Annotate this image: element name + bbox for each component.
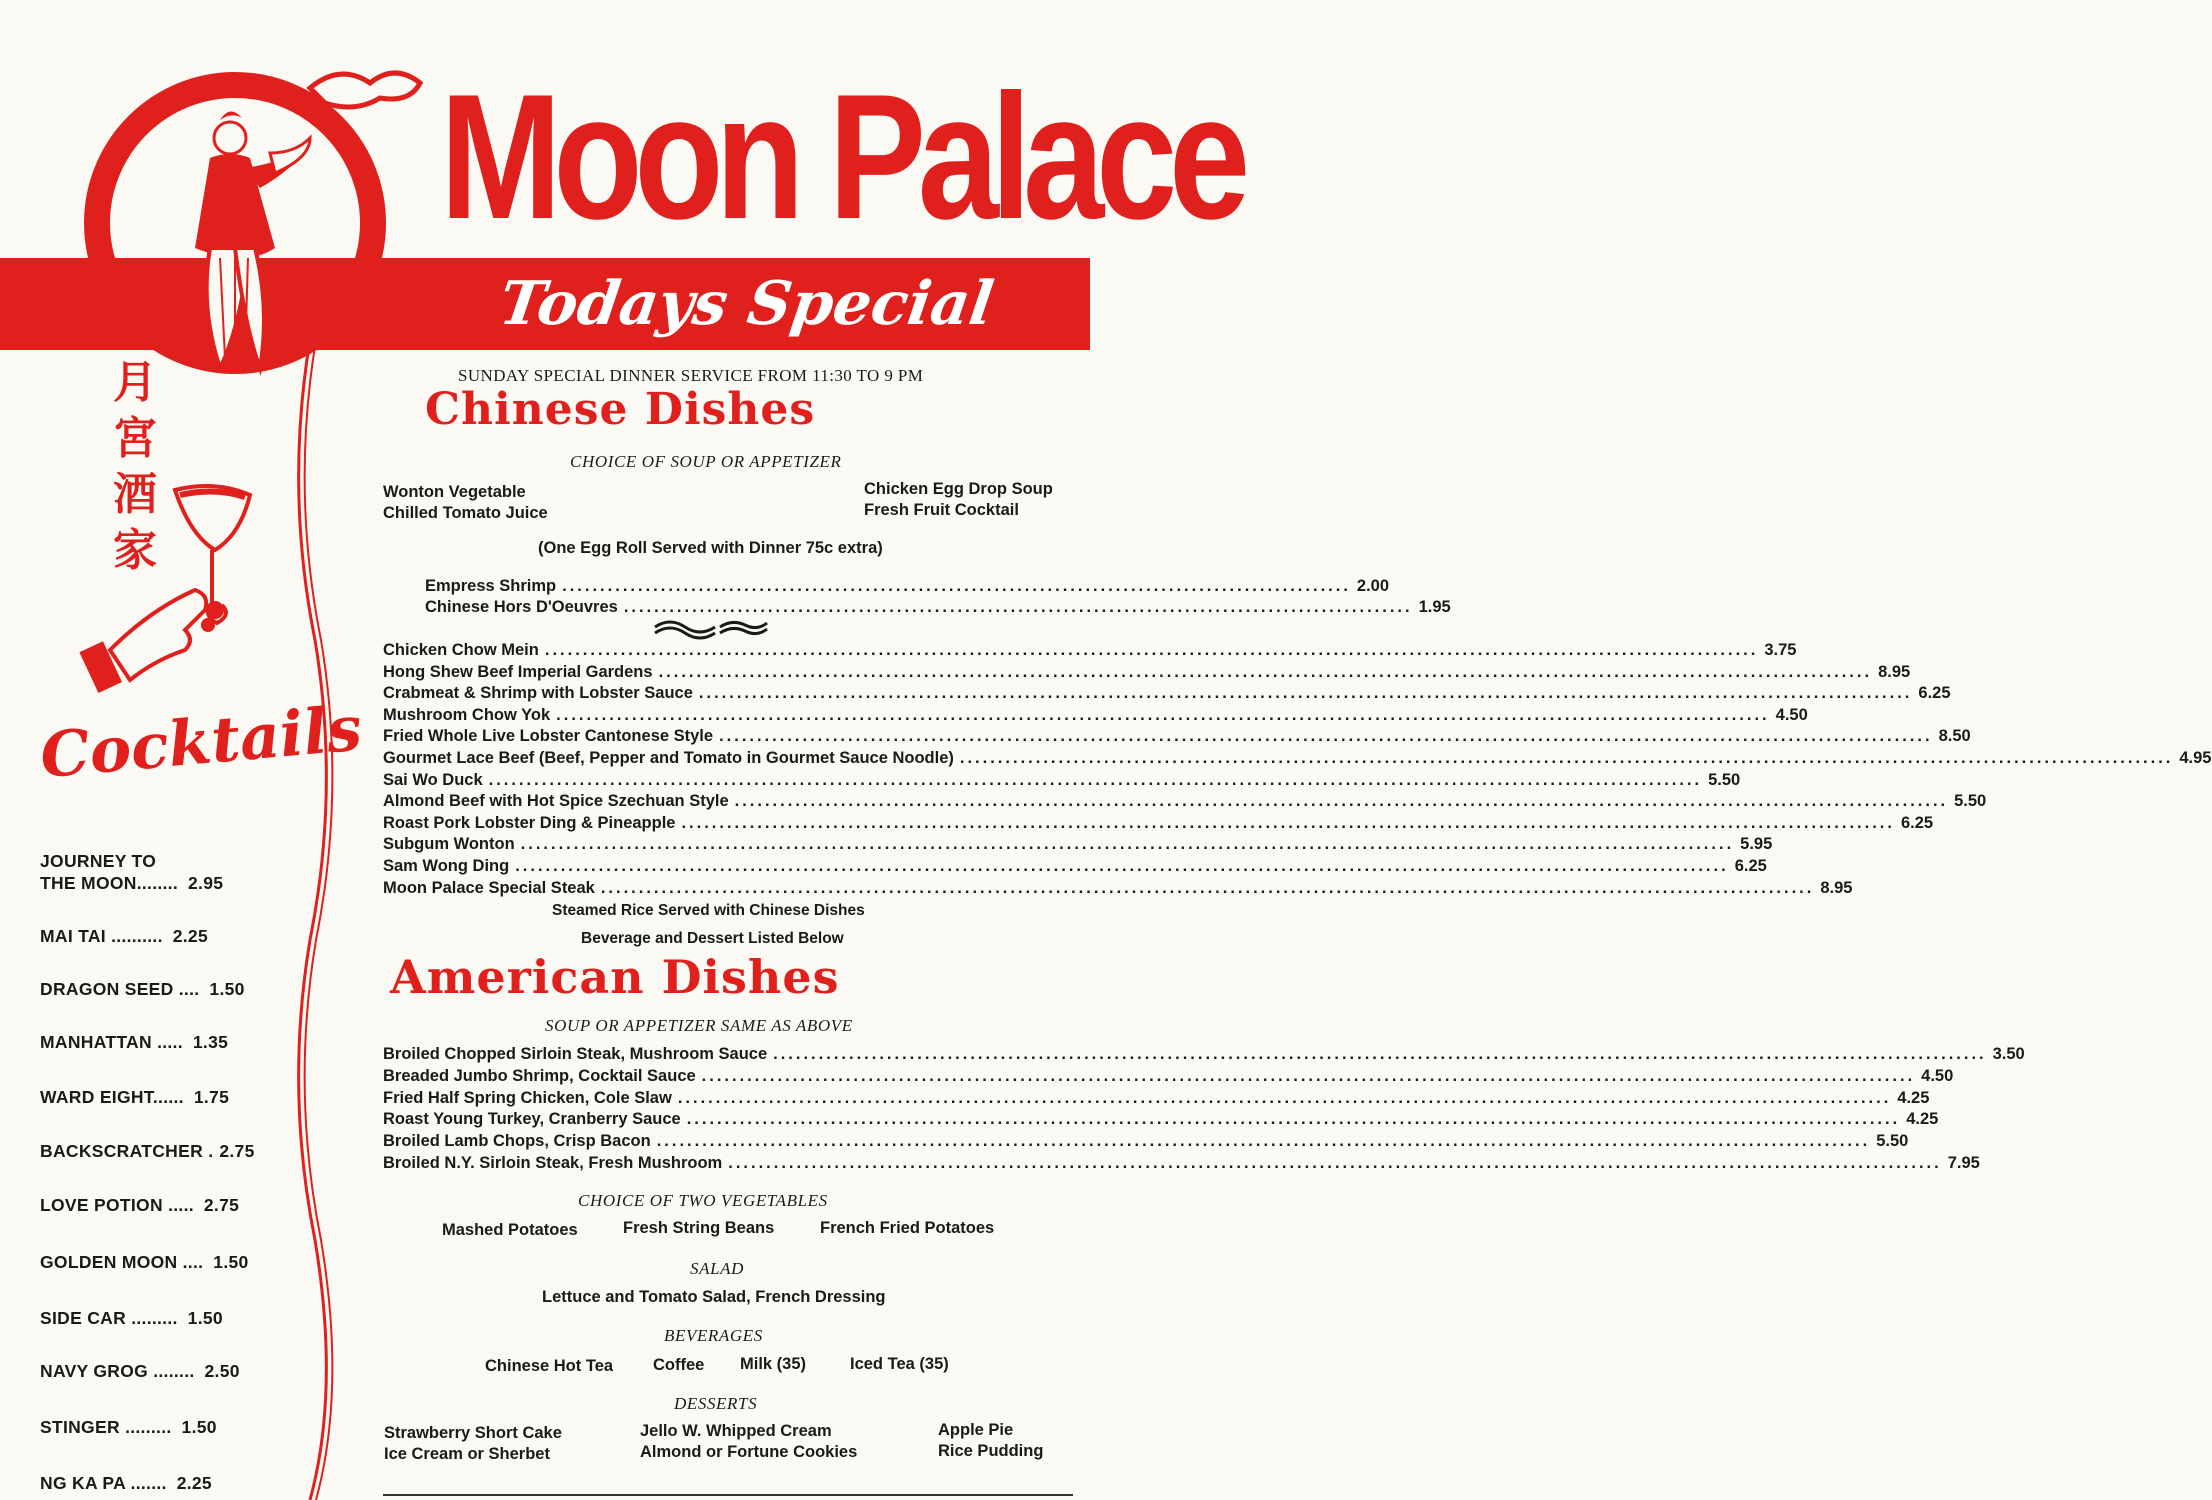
appetizer-row <box>425 575 1390 597</box>
vegetable-item: Mashed Potatoes <box>442 1221 578 1239</box>
dish-name: Broiled Lamb Chops, Crisp Bacon <box>383 1132 651 1151</box>
beverage-item: Chinese Hot Tea <box>485 1357 614 1375</box>
chinese-char: 家 <box>113 525 157 576</box>
dessert-item: Ice Cream or Sherbet <box>384 1445 550 1463</box>
appetizer-row <box>425 596 1451 618</box>
cocktail-dots: ......... <box>125 1417 172 1437</box>
dish-name: Almond Beef with Hot Spice Szechuan Style <box>383 792 729 811</box>
leader-dots: ................................................................................................................................................................ <box>520 835 1735 854</box>
dish-price: 8.50 <box>1938 727 1971 746</box>
dish-name: Crabmeat & Shrimp with Lobster Sauce <box>383 684 693 703</box>
leader-dots: ................................................................................................................................................................ <box>656 1132 1871 1151</box>
dish-row <box>383 747 2212 769</box>
leader-dots: ................................................................................................................................................................ <box>773 1045 1987 1063</box>
leader-dots: ........................................................................................................ <box>623 598 1413 616</box>
dish-name: Sam Wong Ding <box>383 857 510 875</box>
dish-name: Fried Whole Live Lobster Cantonese Style <box>383 727 714 746</box>
cocktail-item <box>40 1472 290 1494</box>
vegetables-caption: CHOICE OF TWO VEGETABLES <box>578 1191 828 1210</box>
cocktail-item <box>40 925 290 947</box>
cocktail-item <box>40 1307 290 1329</box>
dish-row <box>383 833 1773 855</box>
chinese-char: 宮 <box>113 413 157 464</box>
leader-dots: ................................................................................................................................................................ <box>681 813 1895 832</box>
cocktail-name: WARD EIGHT <box>40 1087 153 1107</box>
cocktail-price: 1.50 <box>181 1417 217 1437</box>
cocktail-price: 2.75 <box>203 1195 240 1215</box>
dish-price: 5.50 <box>1708 770 1741 789</box>
cocktail-price: 1.75 <box>193 1087 230 1107</box>
salad-caption: SALAD <box>690 1259 744 1278</box>
beverage-item: Coffee <box>653 1356 705 1374</box>
dessert-item: Almond or Fortune Cookies <box>640 1443 858 1461</box>
dish-name: Empress Shrimp <box>425 577 557 595</box>
beverages-caption: BEVERAGES <box>664 1326 763 1345</box>
cocktail-dots: ..... <box>157 1032 183 1052</box>
cocktail-item <box>40 978 290 1000</box>
dish-price: 6.25 <box>1918 684 1951 703</box>
soup-item: Chicken Egg Drop Soup <box>864 480 1053 498</box>
cocktail-dots: ........ <box>153 1361 195 1381</box>
dish-price: 1.95 <box>1418 598 1451 616</box>
dessert-item: Strawberry Short Cake <box>384 1424 562 1442</box>
cocktail-name: STINGER <box>40 1417 120 1437</box>
cocktail-name: JOURNEY TO <box>40 851 157 871</box>
beverage-note: Beverage and Dessert Listed Below <box>581 930 844 947</box>
leader-dots: ................................................................................................................................................................ <box>515 857 1729 875</box>
soup-item: Wonton Vegetable <box>383 483 526 501</box>
dish-row <box>383 1087 1930 1109</box>
leader-dots: ................................................................................................................................................................ <box>677 1088 1892 1107</box>
dish-name: Roast Pork Lobster Ding & Pineapple <box>383 813 676 832</box>
dish-name: Breaded Jumbo Shrimp, Cocktail Sauce <box>383 1066 696 1085</box>
dish-name: Sai Wo Duck <box>383 770 483 789</box>
cocktail-dots: ...... <box>152 1087 184 1107</box>
cocktail-price: 1.50 <box>187 1308 223 1328</box>
cocktails-heading: Cocktails <box>37 691 365 793</box>
dish-price: 3.75 <box>1764 641 1797 659</box>
dish-price: 3.50 <box>1992 1045 2025 1063</box>
dish-name: Chinese Hors D'Oeuvres <box>425 598 618 616</box>
dessert-item: Apple Pie <box>938 1421 1014 1439</box>
dish-name: Broiled Chopped Sirloin Steak, Mushroom Sauce <box>383 1045 768 1063</box>
dish-row <box>383 682 1951 704</box>
restaurant-name: Moon Palace <box>440 57 1243 256</box>
dish-name: Broiled N.Y. Sirloin Steak, Fresh Mushroom <box>383 1154 723 1172</box>
service-note: SUNDAY SPECIAL DINNER SERVICE FROM 11:30 TO 9 PM <box>458 366 924 385</box>
leader-dots: ................................................................................................................................................................ <box>701 1066 1916 1085</box>
cocktail-price: 1.35 <box>192 1032 229 1052</box>
chinese-char: 月 <box>113 357 157 408</box>
american-soup-caption: SOUP OR APPETIZER SAME AS ABOVE <box>545 1016 853 1035</box>
leader-dots: ................................................................................................................................................................ <box>600 878 1815 897</box>
cocktail-price: 1.50 <box>213 1252 249 1272</box>
cocktail-item <box>40 1086 290 1108</box>
cocktail-name: GOLDEN MOON <box>40 1252 178 1272</box>
dish-name: Gourmet Lace Beef (Beef, Pepper and Tomato in Gourmet Sauce Noodle) <box>383 749 954 767</box>
cocktail-item <box>40 1251 290 1273</box>
cocktail-item <box>40 1031 290 1053</box>
dish-row <box>383 661 1911 683</box>
leader-dots: ................................................................................................................................................................ <box>658 662 1873 681</box>
cocktail-dots: ....... <box>130 1473 167 1493</box>
dish-row <box>383 1152 1980 1174</box>
cocktail-name: SIDE CAR <box>40 1308 127 1328</box>
cocktail-price: 2.25 <box>172 926 208 946</box>
rice-note: Steamed Rice Served with Chinese Dishes <box>552 902 865 919</box>
leader-dots: ................................................................................................................................................................ <box>734 792 1949 811</box>
soup-item: Chilled Tomato Juice <box>383 504 548 522</box>
dish-price: 4.25 <box>1906 1110 1939 1129</box>
dish-name: Mushroom Chow Yok <box>383 705 551 724</box>
chinese-char: 酒 <box>113 469 157 520</box>
cocktail-name: MAI TAI <box>40 926 106 946</box>
cocktail-name: BACKSCRATCHER <box>40 1141 204 1161</box>
cocktail-dots: .... <box>178 979 200 999</box>
dish-price: 4.50 <box>1775 705 1808 724</box>
cocktail-price: 2.75 <box>219 1141 255 1161</box>
dish-row <box>383 1065 1954 1087</box>
dish-price: 6.25 <box>1734 857 1767 875</box>
leader-dots: ................................................................................................................................................................ <box>488 770 1703 789</box>
cocktail-dots: . <box>208 1141 214 1161</box>
dish-name: Hong Shew Beef Imperial Gardens <box>383 662 653 681</box>
cocktail-name: THE MOON <box>40 873 137 893</box>
emblem-overlay <box>70 58 440 398</box>
dish-price: 5.50 <box>1876 1132 1909 1151</box>
cocktail-dots: .......... <box>111 926 163 946</box>
leader-dots: ........................................................................................................ <box>562 577 1351 595</box>
cocktail-name: NG KA PA <box>40 1473 126 1493</box>
egg-roll-note: (One Egg Roll Served with Dinner 75c extra) <box>538 539 883 557</box>
soup-item: Fresh Fruit Cocktail <box>864 501 1019 519</box>
cocktail-name: MANHATTAN <box>40 1032 152 1052</box>
dish-row <box>383 725 1971 747</box>
dish-name: Subgum Wonton <box>383 835 515 854</box>
dish-row <box>383 812 1934 834</box>
american-dishes-heading: American Dishes <box>390 950 840 1004</box>
dish-name: Moon Palace Special Steak <box>383 878 595 897</box>
dessert-item: Jello W. Whipped Cream <box>640 1422 832 1440</box>
dish-name: Chicken Chow Mein <box>383 641 539 659</box>
dish-row <box>383 790 1987 812</box>
beverage-item: Iced Tea (35) <box>850 1355 949 1373</box>
bottom-rule <box>383 1494 1073 1496</box>
cocktail-hand-icon <box>80 470 280 700</box>
chinese-dishes-heading: Chinese Dishes <box>425 384 816 435</box>
dish-price: 8.95 <box>1878 662 1911 681</box>
cocktail-name: DRAGON SEED <box>40 979 174 999</box>
cocktail-name: LOVE POTION <box>40 1195 163 1215</box>
dish-price: 6.25 <box>1900 813 1934 832</box>
cocktail-dots: .... <box>182 1252 204 1272</box>
dish-price: 5.50 <box>1954 792 1987 811</box>
cocktail-item <box>40 1416 290 1438</box>
leader-dots: ................................................................................................................................................................ <box>556 705 1770 724</box>
vegetable-item: French Fried Potatoes <box>820 1219 995 1237</box>
cocktail-dots: ..... <box>168 1195 194 1215</box>
dessert-item: Rice Pudding <box>938 1442 1044 1460</box>
leader-dots: ................................................................................................................................................................ <box>719 727 1933 746</box>
vegetable-item: Fresh String Beans <box>623 1219 775 1237</box>
cocktail-name: NAVY GROG <box>40 1361 149 1381</box>
dish-price: 4.25 <box>1897 1088 1930 1107</box>
cocktail-dots: ......... <box>131 1308 178 1328</box>
cocktail-item <box>40 850 290 894</box>
dish-row <box>383 1130 1909 1152</box>
beverage-item: Milk (35) <box>740 1355 807 1373</box>
dish-row <box>383 1108 1939 1130</box>
dish-row <box>383 877 1853 899</box>
leader-dots: ................................................................................................................................................................ <box>728 1154 1942 1172</box>
banner-subtitle: Todays Special <box>495 269 998 339</box>
dish-name: Roast Young Turkey, Cranberry Sauce <box>383 1110 681 1129</box>
leader-dots: ................................................................................................................................................................ <box>959 749 2174 767</box>
soup-caption: CHOICE OF SOUP OR APPETIZER <box>570 452 842 471</box>
dish-row <box>383 1043 2025 1065</box>
desserts-caption: DESSERTS <box>674 1394 758 1413</box>
dish-price: 5.95 <box>1740 835 1773 854</box>
dish-price: 4.50 <box>1921 1066 1954 1085</box>
divider-squiggle-icon <box>650 619 770 639</box>
cocktail-price: 2.95 <box>188 873 224 893</box>
dish-name: Fried Half Spring Chicken, Cole Slaw <box>383 1088 672 1107</box>
cocktail-item <box>40 1360 290 1382</box>
cocktail-price: 1.50 <box>209 979 245 999</box>
dish-price: 4.95 <box>2179 749 2212 767</box>
dish-price: 8.95 <box>1820 878 1853 897</box>
figure-lower-icon <box>207 248 264 368</box>
cocktail-item <box>40 1194 290 1216</box>
leader-dots: ................................................................................................................................................................ <box>544 641 1759 659</box>
leader-dots: ................................................................................................................................................................ <box>686 1110 1901 1129</box>
salad-text: Lettuce and Tomato Salad, French Dressing <box>542 1288 886 1306</box>
dish-row <box>383 704 1808 726</box>
dish-row <box>383 855 1767 877</box>
dish-row <box>383 769 1741 791</box>
dish-row <box>383 639 1797 661</box>
cocktail-item <box>40 1140 290 1162</box>
cocktail-price: 2.25 <box>176 1473 212 1493</box>
leader-dots: ................................................................................................................................................................ <box>698 684 1913 703</box>
cocktail-price: 2.50 <box>204 1361 240 1381</box>
dish-price: 2.00 <box>1356 577 1390 595</box>
cocktail-dots: ........ <box>136 873 178 893</box>
dish-price: 7.95 <box>1947 1154 1980 1172</box>
